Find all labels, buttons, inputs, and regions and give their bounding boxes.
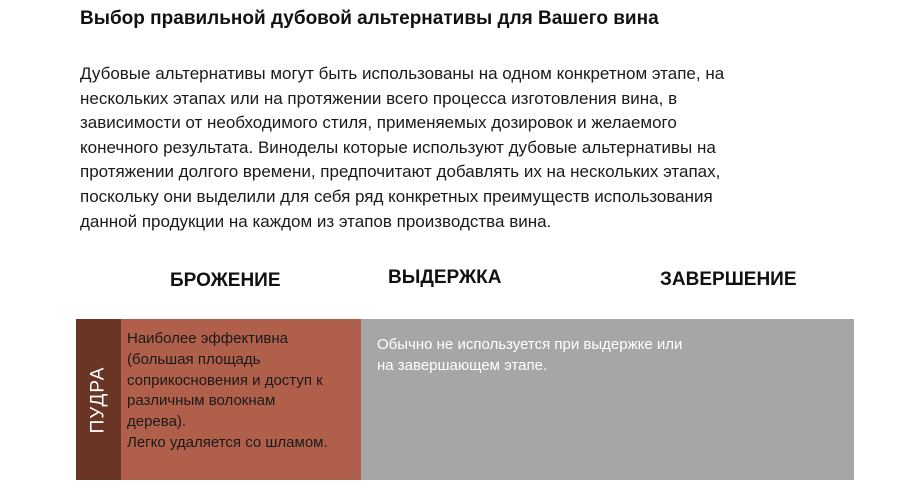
row-label-powder	[76, 319, 121, 480]
column-header-fermentation: БРОЖЕНИЕ	[170, 270, 281, 291]
cell-powder-aging-finishing-text: Обычно не используется при выдержке или на завершающем этапе.	[377, 336, 683, 374]
page-title: Выбор правильной дубовой альтернативы для Вашего вина	[80, 8, 659, 29]
cell-powder-fermentation-text: Наиболее эффективна (большая площадь соприкосновения и доступ к различным волокнам дерева). Легко удаляется со шламом.	[127, 330, 328, 451]
column-header-aging: ВЫДЕРЖКА	[388, 267, 502, 288]
row-label-text: ПУДРА	[87, 366, 109, 433]
column-header-finishing: ЗАВЕРШЕНИЕ	[660, 269, 797, 290]
cell-powder-aging-finishing	[361, 319, 854, 480]
cell-powder-fermentation	[121, 319, 361, 480]
intro-paragraph: Дубовые альтернативы могут быть использованы на одном конкретном этапе, на нескольких этапах или на протяжении всего процесса изготовления вина, в зависимости от необходимого стиля, применяемых дозировок и желаемого конечного результата. Виноделы которые используют дубовые альтернативы на протяжении долгого времени, предпочитают добавлять их на нескольких этапах, поскольку они выделили для себя ряд конкретных преимуществ использования данной продукции на каждом из этапов производства вина.	[80, 64, 725, 231]
